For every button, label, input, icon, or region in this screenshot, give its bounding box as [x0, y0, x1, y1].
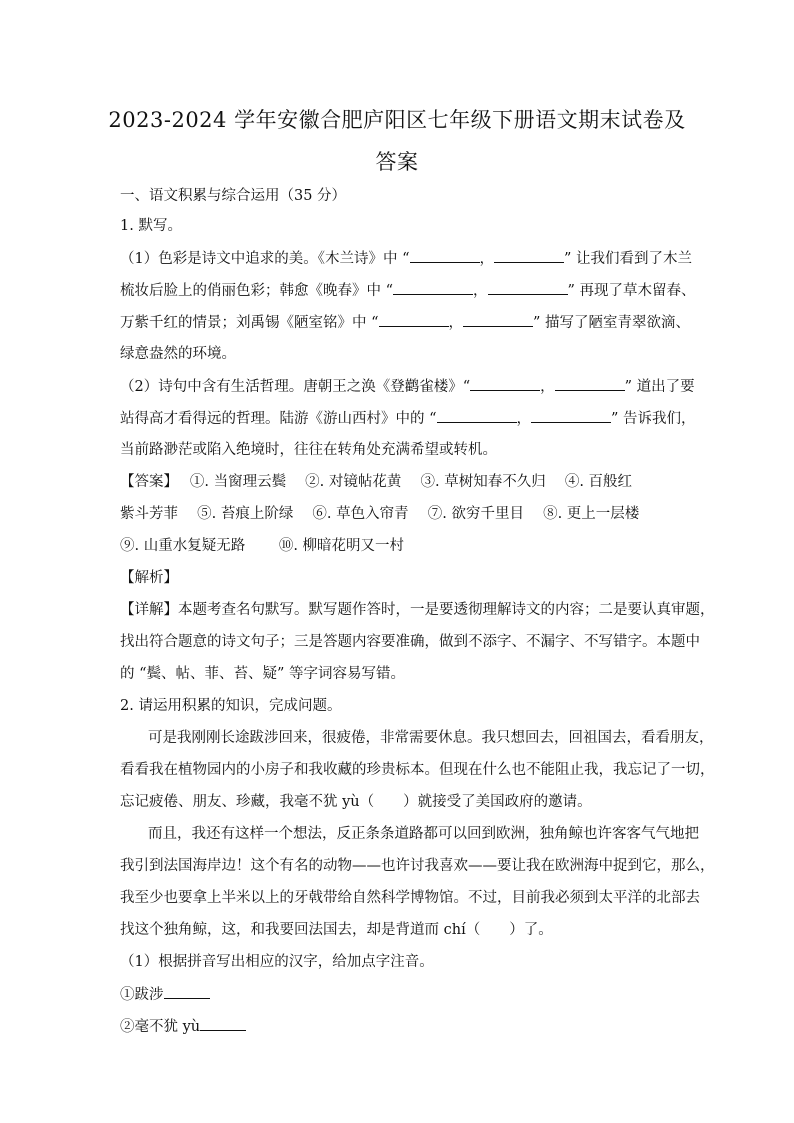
answer-line: 紫斗芳菲 ⑤. 苔痕上阶绿 ⑥. 草色入帘青 ⑦. 欲穷千里目 ⑧. 更上一层楼: [120, 506, 640, 522]
fill-blank[interactable]: [463, 312, 533, 327]
q1-p2-line: 当前路渺茫或陷入绝境时，往往在转角处充满希望或转机。: [120, 442, 497, 458]
q1-p1-line: 绿意盎然的环境。: [120, 346, 236, 362]
fill-blank[interactable]: [531, 408, 611, 423]
q1-p1-line: [120, 248, 693, 269]
text: ” 让我们看到了木兰: [564, 251, 693, 267]
fill-blank[interactable]: [379, 312, 449, 327]
fill-blank[interactable]: [437, 408, 517, 423]
text: ，: [479, 251, 494, 267]
text: ，: [448, 315, 464, 331]
text: （2）诗句中含有生活哲理。唐朝王之涣《登鹳雀楼》“: [120, 379, 471, 395]
passage-line: 找这个独角鲸，这，和我要回法国去，却是背道而 chí（ ）了。: [120, 922, 553, 938]
fill-blank[interactable]: [410, 248, 480, 263]
text: ，: [516, 411, 532, 427]
analysis-heading: 【解析】: [120, 570, 178, 586]
text: ，: [540, 379, 555, 395]
text: ” 道出了要: [624, 379, 695, 395]
q1-p2-line: [120, 376, 695, 397]
text: ①跋涉: [120, 987, 164, 1003]
fill-blank[interactable]: [200, 1016, 246, 1031]
sub-question-heading: （1）根据拼音写出相应的汉字，给加点字注音。: [120, 954, 434, 970]
text: 站得高才看得远的哲理。陆游《游山西村》中的 “: [120, 411, 437, 427]
page-title-line-1: 2023-2024 学年安徽合肥庐阳区七年级下册语文期末试卷及: [108, 108, 686, 132]
text: ” 再现了草木留春、: [567, 283, 696, 299]
passage-line: 忘记疲倦、朋友、珍藏，我毫不犹 yù（ ）就接受了美国政府的邀请。: [120, 794, 592, 810]
text: 万紫千红的情景；刘禹锡《陋室铭》中 “: [120, 315, 379, 331]
fill-blank[interactable]: [488, 280, 568, 295]
passage-line: 可是我刚刚长途跋涉回来，很疲倦，非常需要休息。我只想回去，回祖国去，看看朋友，: [148, 730, 714, 746]
passage-line: 我引到法国海岸边！这个有名的动物——也许讨我喜欢——要让我在欧洲海中捉到它，那么，: [120, 858, 715, 874]
fill-blank[interactable]: [393, 280, 473, 295]
text: （1）色彩是诗文中追求的美。《木兰诗》中 “: [120, 251, 410, 267]
answer-line: 【答案】 ①. 当窗理云鬓 ②. 对镜帖花黄 ③. 草树知春不久归 ④. 百般红: [120, 474, 633, 490]
fill-blank[interactable]: [470, 376, 540, 391]
text: ，: [473, 283, 488, 299]
question-2-heading: 2. 请运用积累的知识，完成问题。: [120, 698, 342, 714]
text: ②毫不犹 yù: [120, 1019, 201, 1035]
page-title-line-2: 答案: [375, 150, 419, 174]
answer-line: ⑨. 山重水复疑无路 ⑩. 柳暗花明又一村: [120, 538, 405, 554]
q1-p1-line: [120, 312, 691, 333]
fill-blank[interactable]: [555, 376, 625, 391]
text: ” 描写了陋室青翠欲滴、: [533, 315, 691, 331]
text: 梳妆后脸上的俏丽色彩；韩愈《晚春》中 “: [120, 283, 394, 299]
q1-p1-line: [120, 280, 696, 301]
fill-blank[interactable]: [164, 984, 210, 999]
q1-p2-line: [120, 408, 696, 429]
question-1-heading: 1. 默写。: [120, 218, 182, 234]
fill-blank[interactable]: [494, 248, 564, 263]
passage-line: 而且，我还有这样一个想法，反正条条道路都可以回到欧洲，独角鲸也许客客气气地把: [148, 826, 699, 842]
text: ” 告诉我们，: [611, 411, 696, 427]
detail-line: 的 “鬓、帖、菲、苔、疑” 等字词容易写错。: [120, 666, 406, 682]
sub-question-item: [120, 1016, 680, 1037]
detail-line: 【详解】本题考查名句默写。默写题作答时，一是要透彻理解诗文的内容；二是要认真审题，: [120, 602, 715, 618]
sub-question-item: [120, 984, 680, 1005]
detail-line: 找出符合题意的诗文句子；三是答题内容要准确，做到不添字、不漏字、不写错字。本题中: [120, 634, 700, 650]
passage-line: 我至少也要拿上半米以上的牙戟带给自然科学博物馆。不过，目前我必须到太平洋的北部去: [120, 890, 700, 906]
passage-line: 看看我在植物园内的小房子和我收藏的珍贵标本。但现在什么也不能阻止我，我忘记了一切，: [120, 762, 715, 778]
section-heading: 一、语文积累与综合运用（35 分）: [120, 188, 347, 204]
